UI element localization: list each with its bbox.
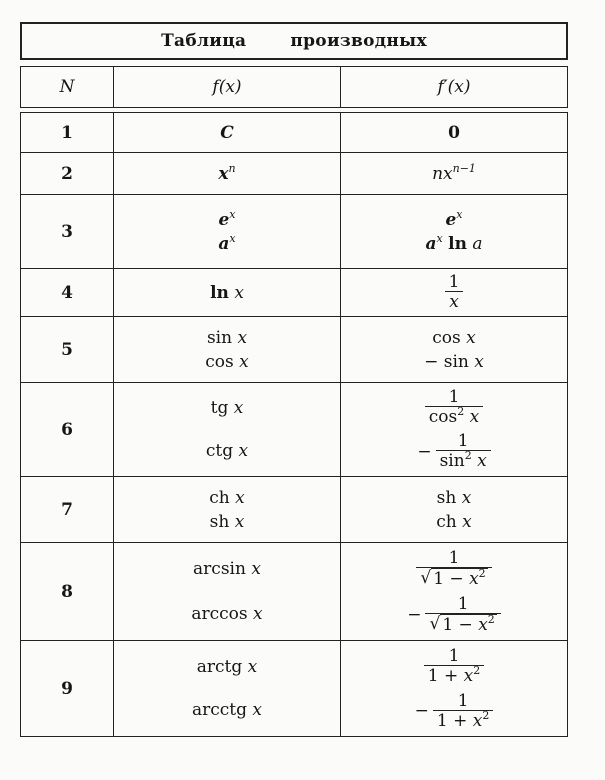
table-row — [21, 269, 568, 317]
row-number: 4 — [21, 269, 114, 317]
function-cell: ln x — [114, 269, 341, 317]
function-cell: $x^n$ — [114, 153, 341, 195]
derivative-cell: $e^x$ $a^x$ ln a — [341, 195, 568, 269]
header-row — [21, 67, 568, 108]
derivatives-table-sheet — [20, 22, 568, 737]
header-n: N — [21, 67, 114, 108]
table-title — [20, 22, 568, 60]
derivatives-table — [20, 112, 568, 737]
function-cell: ch x sh x — [114, 477, 341, 543]
derivative-cell: 1 √ $1 - x^2$ − 1 √ $1 - x^2$ — [341, 543, 568, 641]
table-row — [21, 195, 568, 269]
function-cell: arcsin x arccos x — [114, 543, 341, 641]
table-row — [21, 543, 568, 641]
row-number: 5 — [21, 317, 114, 383]
row-number: 8 — [21, 543, 114, 641]
table-row — [21, 383, 568, 477]
table-row — [21, 477, 568, 543]
row-number: 1 — [21, 113, 114, 153]
function-cell: arctg x arcctg x — [114, 641, 341, 737]
derivative-cell: sh x ch x — [341, 477, 568, 543]
row-number: 9 — [21, 641, 114, 737]
title-word-2: производных — [290, 31, 427, 51]
title-word-1: Таблица — [161, 31, 247, 51]
derivative-cell: $\frac{1}{\cos^2 x}$ − $\frac{1}{\sin^2 x}$ — [341, 383, 568, 477]
header-f: f(x) — [114, 67, 341, 108]
derivative-cell: cos x − sin x — [341, 317, 568, 383]
derivative-cell: $nx^{n-1}$ — [341, 153, 568, 195]
table-row — [21, 317, 568, 383]
table-row — [21, 113, 568, 153]
table-row — [21, 153, 568, 195]
derivative-cell: $\frac{1}{1 + x^2}$ − $\frac{1}{1 + x^2}$ — [341, 641, 568, 737]
row-number: 2 — [21, 153, 114, 195]
row-number: 6 — [21, 383, 114, 477]
row-number: 7 — [21, 477, 114, 543]
function-cell: $e^x$ $a^x$ — [114, 195, 341, 269]
row-number: 3 — [21, 195, 114, 269]
function-cell: sin x cos x — [114, 317, 341, 383]
header-table — [20, 66, 568, 108]
header-fprime: f′(x) — [341, 67, 568, 108]
function-cell: tg x ctg x — [114, 383, 341, 477]
function-cell: C — [114, 113, 341, 153]
derivative-cell: $\frac{1}{x}$ — [341, 269, 568, 317]
derivative-cell: 0 — [341, 113, 568, 153]
table-row — [21, 641, 568, 737]
